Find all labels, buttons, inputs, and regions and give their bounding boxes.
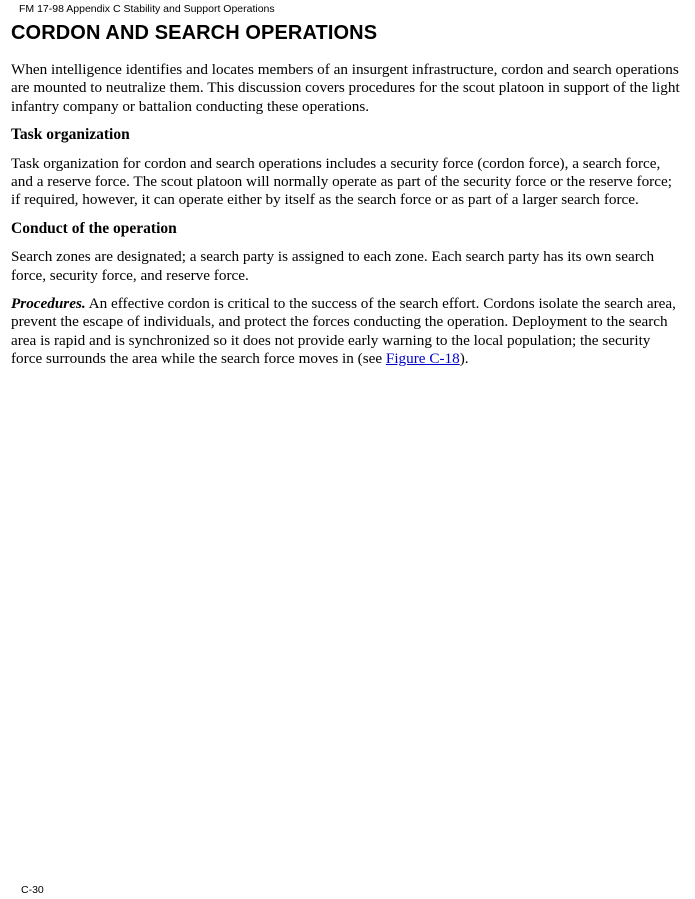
document-body <box>11 61 681 379</box>
task-organization-heading: Task organization <box>11 126 130 144</box>
intro-paragraph: When intelligence identifies and locates members of an insurgent infrastructure, cordon and search operations are mounted to neutralize them. This discussion covers procedures for the scout platoon in support of the light infantry company or battalion conducting these operations. <box>11 61 680 115</box>
page-title: CORDON AND SEARCH OPERATIONS <box>11 22 378 44</box>
procedures-paragraph <box>11 295 681 369</box>
conduct-paragraph: Search zones are designated; a search party is assigned to each zone. Each search party has its own search force, security force, and reserve force. <box>11 248 655 284</box>
page-number: C-30 <box>21 884 44 896</box>
conduct-heading: Conduct of the operation <box>11 219 177 237</box>
procedures-text-after: ). <box>459 350 469 368</box>
task-organization-paragraph: Task organization for cordon and search operations includes a security force (cordon force), a search force, and a reserve force. The scout platoon will normally operate as part of the security force or the reserve force; if required, however, it can operate either by itself as the search force or as part of a larger search force. <box>11 154 672 209</box>
procedures-lead-in: Procedures. <box>11 295 86 313</box>
figure-c18-link[interactable]: Figure C-18 <box>385 350 460 368</box>
running-header: FM 17-98 Appendix C Stability and Support Operations <box>19 3 275 15</box>
procedures-text: An effective cordon is critical to the success of the search effort. Cordons isolate the search area, prevent the escape of individuals, and protect the forces conducting the operation. Deployment to the search area is rapid and is synchronized so it does not provide early warning to the local population; the security force surrounds the area while the search force moves in (see <box>11 295 676 368</box>
